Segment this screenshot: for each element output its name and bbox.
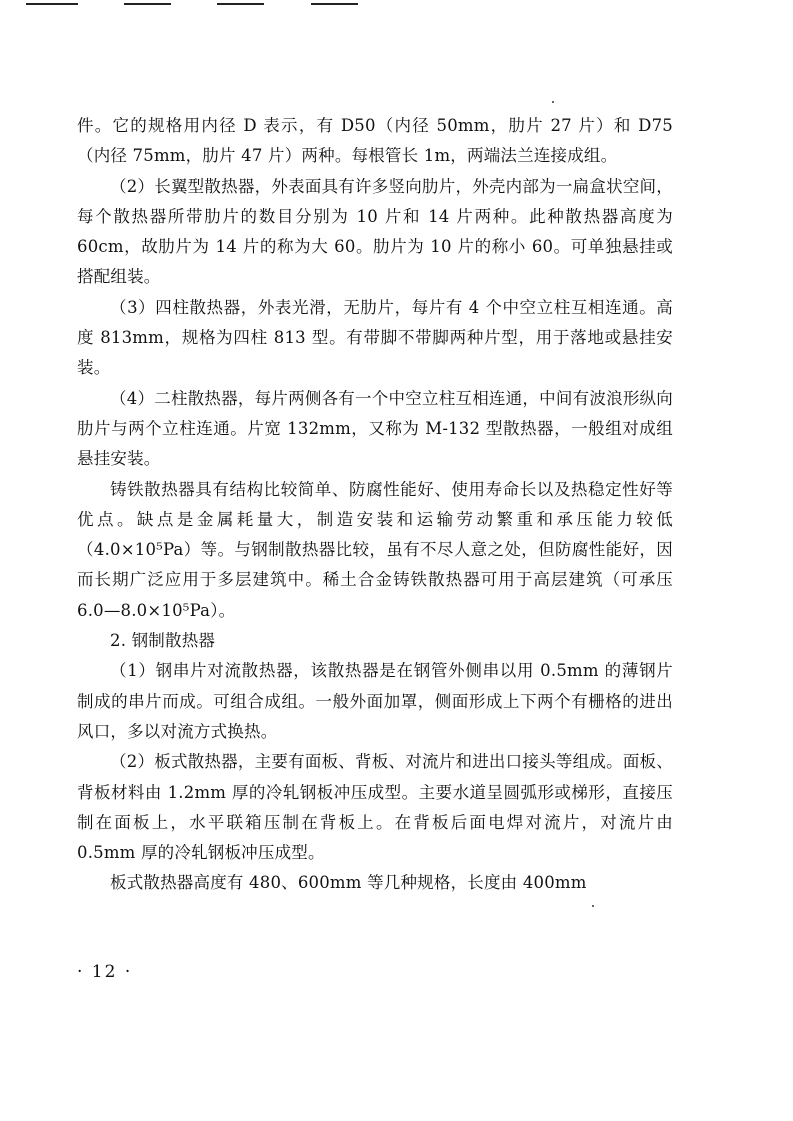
scan-speck <box>592 905 594 907</box>
paragraph-cast-iron-summary: 铸铁散热器具有结构比较简单、防腐性能好、使用寿命长以及热稳定性好等优点。缺点是金属耗量大，制造安装和运输劳动繁重和承压能力较低（4.0×10⁵Pa）等。与钢制散热器比较，虽有不尽人意之处，但防腐性能好，因而长期广泛应用于多层建筑中。稀土合金铸铁散热器可用于高层建筑（可承压 6.0—8.0×10⁵Pa）。 <box>77 479 673 620</box>
paragraph-four-column-radiator: （3）四柱散热器，外表光滑，无肋片，每片有 4 个中空立柱互相连通。高度 813mm，规格为四柱 813 型。有带脚不带脚两种片型，用于落地或悬挂安装。 <box>77 297 673 378</box>
paragraph-panel-radiator-sizes: 板式散热器高度有 480、600mm 等几种规格，长度由 400mm <box>110 873 587 893</box>
paragraph-continuation: 件。它的规格用内径 D 表示，有 D50（内径 50mm，肋片 27 片）和 D75（内径 75mm，肋片 47 片）两种。每根管长 1m，两端法兰连接成组。 <box>77 116 673 166</box>
paragraph-panel-radiator: （2）板式散热器，主要有面板、背板、对流片和进出口接头等组成。面板、背板材料由 1.2mm 厚的冷轧钢板冲压成型。主要水道呈圆弧形或梯形，直接压制在面板上，水平联箱压制在背板上。在背板后面电焊对流片，对流片由 0.5mm 厚的冷轧钢板冲压成型。 <box>77 752 673 863</box>
paragraph-steel-fin-convector: （1）钢串片对流散热器，该散热器是在钢管外侧串以用 0.5mm 的薄钢片制成的串片而成。可组合成组。一般外面加罩，侧面形成上下两个有栅格的进出风口，多以对流方式换热。 <box>77 661 673 741</box>
paragraph-two-column-radiator: （4）二柱散热器，每片两侧各有一个中空立柱互相连通，中间有波浪形纵向肋片与两个立柱连通。片宽 132mm，又称为 M-132 型散热器，一般组对成组悬挂安装。 <box>77 388 673 469</box>
top-rule-1 <box>26 3 78 5</box>
section-heading-steel-radiators: 2. 钢制散热器 <box>110 631 216 651</box>
top-rules <box>0 0 793 8</box>
scan-speck <box>552 101 554 103</box>
page-number: · 12 · <box>77 962 133 982</box>
paragraph-long-wing-radiator: （2）长翼型散热器，外表面具有许多竖向肋片，外壳内部为一扁盒状空间，每个散热器所带肋片的数目分别为 10 片和 14 片两种。此种散热器高度为 60cm，故肋片为 14 片的称为大 60。肋片为 10 片的称小 60。可单独悬挂或搭配组装。 <box>77 176 673 287</box>
top-rule-3 <box>217 3 264 5</box>
page-body <box>77 111 673 899</box>
top-rule-4 <box>311 3 358 5</box>
top-rule-2 <box>124 3 171 5</box>
